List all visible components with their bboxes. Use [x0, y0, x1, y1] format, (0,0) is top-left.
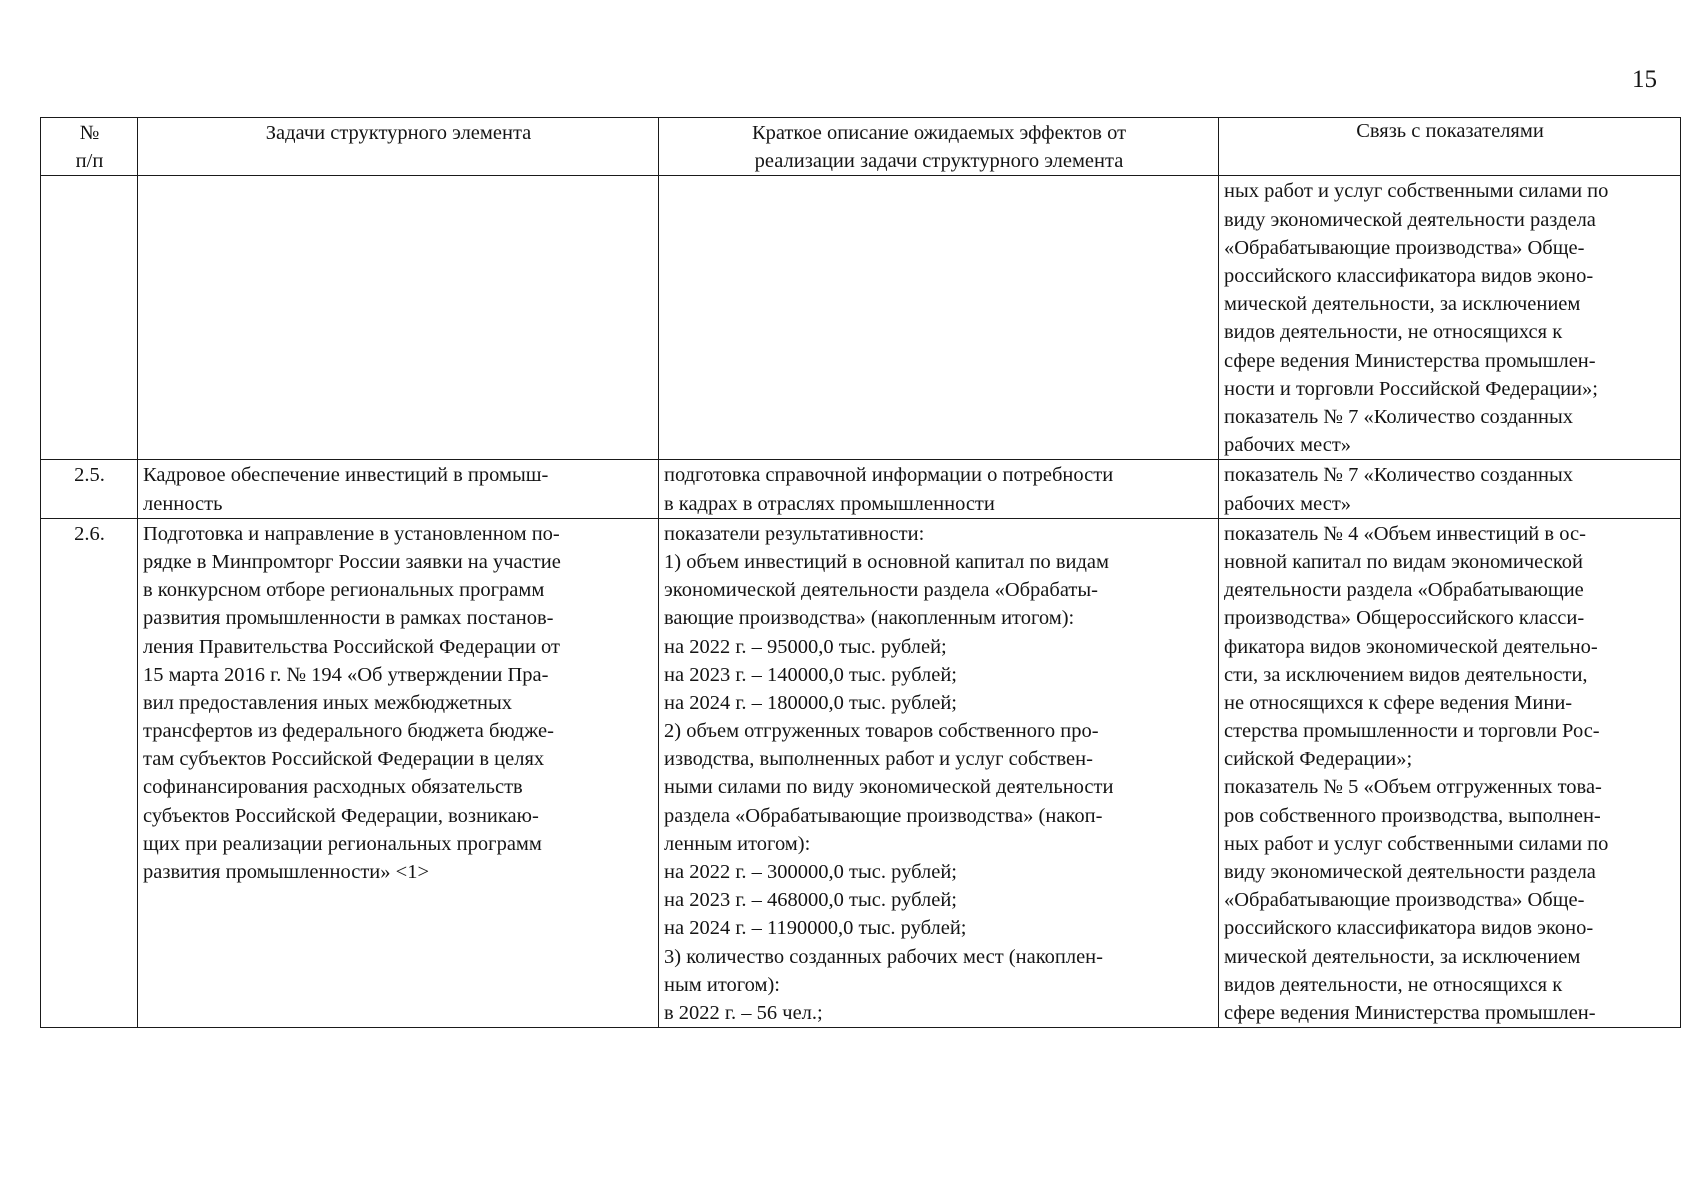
cell-text-line: субъектов Российской Федерации, возникаю- [143, 804, 539, 827]
document-table [40, 117, 1681, 1028]
cell-text-line: на 2023 г. – 140000,0 тыс. рублей; [664, 663, 957, 686]
cell-text-line: не относящихся к сфере ведения Мини- [1224, 691, 1573, 714]
cell-text-line: Связь с показателями [1356, 120, 1544, 142]
table-header-row [41, 118, 1681, 176]
cell-text-line: ных работ и услуг собственными силами по [1224, 180, 1609, 203]
cell-text-line: видов деятельности, не относящихся к [1224, 321, 1563, 344]
cell-text-line: ленность [143, 492, 223, 515]
cell-text-line: ности и торговли Российской Федерации»; [1224, 377, 1598, 400]
cell-text-line: щих при реализации региональных программ [143, 832, 542, 855]
cell-text-line: деятельности раздела «Обрабатывающие [1224, 579, 1584, 602]
cell-text-line: виду экономической деятельности раздела [1224, 208, 1596, 231]
cell-text-line: 3) количество созданных рабочих мест (накоплен- [664, 945, 1103, 968]
cell-text-line: сфере ведения Министерства промышлен- [1224, 1001, 1596, 1024]
cell-text-line: на 2024 г. – 1190000,0 тыс. рублей; [664, 917, 967, 940]
table-row-continuation [41, 176, 1681, 460]
cell-text-line: виду экономической деятельности раздела [1224, 861, 1596, 883]
cell-task [138, 460, 659, 518]
cell-text-line: раздела «Обрабатывающие производства» (накоп- [664, 804, 1103, 827]
cell-text-line: 15 марта 2016 г. № 194 «Об утверждении Пра- [143, 663, 549, 686]
table-row-2-5 [41, 460, 1681, 518]
cell-text-line: стерства промышленности и торговли Рос- [1224, 720, 1600, 743]
cell-text-line: 1) объем инвестиций в основной капитал по видам [664, 550, 1109, 573]
cell-text-line: показатель № 4 «Объем инвестиций в ос- [1224, 522, 1586, 545]
cell-number [41, 518, 138, 1027]
cell-text-line: софинансирования расходных обязательств [143, 776, 523, 799]
cell-text-line: на 2023 г. – 468000,0 тыс. рублей; [664, 889, 957, 912]
cell-number [41, 460, 138, 518]
header-cell-effect [659, 118, 1219, 176]
cell-text-line: Задачи структурного элемента [265, 122, 532, 144]
cell-text-line: показатель № 5 «Объем отгруженных това- [1224, 776, 1602, 799]
cell-task [138, 176, 659, 460]
cell-text-line: ров собственного производства, выполнен- [1224, 804, 1601, 827]
cell-text-line: развития промышленности в рамках постанов- [143, 607, 554, 630]
cell-text-line: в конкурсном отборе региональных программ [143, 579, 545, 602]
cell-text-line: экономической деятельности раздела «Обрабаты- [664, 579, 1098, 602]
cell-text-line: показатель № 7 «Количество созданных [1224, 464, 1574, 487]
cell-text-line: показатели результативности: [664, 522, 925, 545]
cell-text-line: на 2024 г. – 180000,0 тыс. рублей; [664, 691, 957, 714]
cell-text-line: 2.5. [74, 464, 105, 487]
cell-text-line: вающие производства» (накопленным итогом): [664, 607, 1075, 630]
cell-text-line: Краткое описание ожидаемых эффектов от [751, 122, 1127, 144]
cell-text-line: вил предоставления иных межбюджетных [143, 691, 513, 714]
cell-text-line: ным итогом): [664, 973, 781, 996]
cell-text-line: сти, за исключением видов деятельности, [1224, 663, 1588, 686]
cell-text-line: в 2022 г. – 56 чел.; [664, 1001, 823, 1024]
cell-text-line: рабочих мест» [1224, 492, 1352, 515]
cell-text-line: новной капитал по видам экономической [1224, 550, 1584, 573]
cell-text-line: на 2022 г. – 95000,0 тыс. рублей; [664, 635, 947, 658]
table-row-2-6 [41, 518, 1681, 1027]
cell-text-line: на 2022 г. – 300000,0 тыс. рублей; [664, 861, 957, 883]
cell-text-line: подготовка справочной информации о потребности [664, 464, 1114, 487]
cell-text-line: производства» Общероссийского класси- [1224, 607, 1585, 630]
cell-text-line: реализации задачи структурного элемента [754, 150, 1124, 173]
cell-text-line: 2) объем отгруженных товаров собственного про- [664, 720, 1099, 743]
cell-text-line: трансфертов из федерального бюджета бюдже- [143, 720, 554, 743]
cell-text-line: мической деятельности, за исключением [1224, 945, 1581, 968]
cell-text-line: сийской Федерации»; [1224, 748, 1413, 771]
cell-text-line: видов деятельности, не относящихся к [1224, 973, 1563, 996]
header-cell-task [138, 118, 659, 176]
cell-text-line: сфере ведения Министерства промышлен- [1224, 349, 1596, 372]
cell-text-line: «Обрабатывающие производства» Обще- [1224, 889, 1585, 912]
cell-text-line: ными силами по виду экономической деятельности [664, 776, 1114, 799]
cell-effect [659, 460, 1219, 518]
cell-number [41, 176, 138, 460]
cell-text-line: изводства, выполненных работ и услуг собствен- [664, 748, 1093, 771]
header-cell-link [1219, 118, 1681, 176]
cell-text-line: № [79, 122, 100, 144]
cell-text-line: развития промышленности» <1> [143, 861, 429, 883]
cell-text-line: Подготовка и направление в установленном по- [143, 522, 560, 545]
cell-text-line: показатель № 7 «Количество созданных [1224, 405, 1574, 428]
cell-link [1219, 460, 1681, 518]
cell-text-line: рядке в Минпромторг России заявки на участие [143, 550, 561, 573]
cell-text-line: Кадровое обеспечение инвестиций в промыш- [143, 464, 549, 487]
cell-text-line: рабочих мест» [1224, 434, 1352, 457]
cell-link [1219, 176, 1681, 460]
page-number: 15 [1632, 66, 1657, 93]
cell-text-line: п/п [75, 150, 104, 173]
cell-text-line: мической деятельности, за исключением [1224, 293, 1581, 316]
cell-text-line: ления Правительства Российской Федерации от [143, 635, 560, 658]
cell-effect [659, 176, 1219, 460]
cell-task [138, 518, 659, 1027]
cell-text-line: ленным итогом): [664, 832, 811, 855]
cell-text-line: фикатора видов экономической деятельно- [1224, 635, 1598, 658]
cell-text-line: в кадрах в отраслях промышленности [664, 492, 995, 515]
cell-text-line: российского классификатора видов эконо- [1224, 917, 1594, 940]
cell-text-line: российского классификатора видов эконо- [1224, 264, 1594, 287]
cell-effect [659, 518, 1219, 1027]
cell-text-line: там субъектов Российской Федерации в целях [143, 748, 545, 771]
cell-link [1219, 518, 1681, 1027]
cell-text-line: «Обрабатывающие производства» Обще- [1224, 236, 1585, 259]
cell-text-line: ных работ и услуг собственными силами по [1224, 832, 1609, 855]
cell-text-line: 2.6. [74, 522, 105, 545]
header-cell-number [41, 118, 138, 176]
